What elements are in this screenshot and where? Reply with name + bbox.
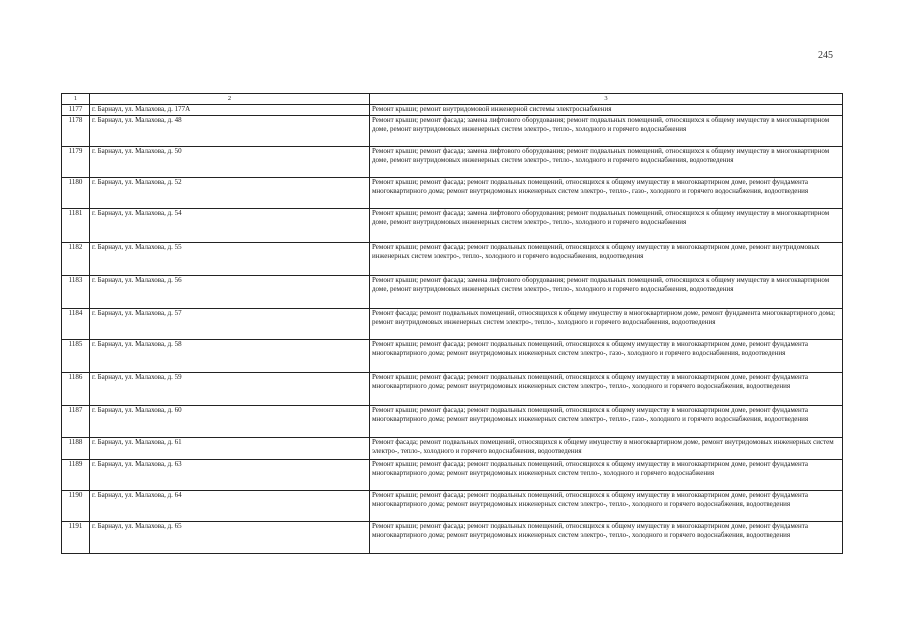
address-cell: г. Барнаул, ул. Малахова, д. 54 <box>90 208 370 242</box>
row-number-cell: 1183 <box>62 275 90 308</box>
table-row <box>62 339 843 372</box>
row-number-cell: 1181 <box>62 208 90 242</box>
repair-registry-table <box>61 93 843 554</box>
table-row <box>62 208 843 242</box>
table-row <box>62 459 843 490</box>
repair-works-cell: Ремонт крыши; ремонт фасада; ремонт подвальных помещений, относящихся к общему имуществу в многоквартирном доме, ремонт фундамента многоквартирного дома; ремонт внутридомовых инженерных систем электро-, газо-, холодного и горячего водоснабжения, водоотведения <box>370 339 843 372</box>
repair-works-cell: Ремонт крыши; ремонт фасада; замена лифтового оборудования; ремонт подвальных помещений, относящихся к общему имуществу в многоквартирном доме, ремонт внутридомовых инженерных систем электро-, тепло-, холодного и горячего водоснабжения <box>370 208 843 242</box>
row-number-cell: 1179 <box>62 146 90 177</box>
address-cell: г. Барнаул, ул. Малахова, д. 57 <box>90 308 370 339</box>
repair-works-cell: Ремонт крыши; ремонт фасада; ремонт подвальных помещений, относящихся к общему имуществу в многоквартирном доме, ремонт фундамента многоквартирного дома; ремонт внутридомовых инженерных систем электро-, тепло-, газо-, холодного и горячего водоснабжения, водоотведения <box>370 177 843 208</box>
row-number-cell: 1185 <box>62 339 90 372</box>
repair-works-cell: Ремонт крыши; ремонт фасада; замена лифтового оборудования; ремонт подвальных помещений, относящихся к общему имуществу в многоквартирном доме, ремонт внутридомовых инженерных систем электро-, тепло-, холодного и горячего водоснабжения, водоотведения <box>370 146 843 177</box>
address-cell: г. Барнаул, ул. Малахова, д. 177А <box>90 104 370 115</box>
address-cell: г. Барнаул, ул. Малахова, д. 50 <box>90 146 370 177</box>
column-header-1: 1 <box>62 94 90 105</box>
repair-works-cell: Ремонт фасада; ремонт подвальных помещений, относящихся к общему имуществу в многоквартирном доме, ремонт фундамента многоквартирного дома; ремонт внутридомовых инженерных систем электро-, тепло-, холодного и горячего водоснабжения, водоотведения <box>370 308 843 339</box>
table-row <box>62 308 843 339</box>
address-cell: г. Барнаул, ул. Малахова, д. 63 <box>90 459 370 490</box>
address-cell: г. Барнаул, ул. Малахова, д. 52 <box>90 177 370 208</box>
address-cell: г. Барнаул, ул. Малахова, д. 61 <box>90 437 370 459</box>
table-row <box>62 490 843 521</box>
table-row <box>62 275 843 308</box>
row-number-cell: 1177 <box>62 104 90 115</box>
table-row <box>62 242 843 275</box>
repair-works-cell: Ремонт крыши; ремонт фасада; ремонт подвальных помещений, относящихся к общему имуществу в многоквартирном доме, ремонт фундамента многоквартирного дома; ремонт внутридомовых инженерных систем электро-, тепло-, холодного и горячего водоснабжения, водоотведения <box>370 521 843 553</box>
address-cell: г. Барнаул, ул. Малахова, д. 56 <box>90 275 370 308</box>
row-number-cell: 1186 <box>62 372 90 405</box>
address-cell: г. Барнаул, ул. Малахова, д. 48 <box>90 115 370 146</box>
table-row <box>62 115 843 146</box>
row-number-cell: 1178 <box>62 115 90 146</box>
table-row <box>62 146 843 177</box>
page-number: 245 <box>818 50 833 61</box>
table-row <box>62 405 843 437</box>
address-cell: г. Барнаул, ул. Малахова, д. 65 <box>90 521 370 553</box>
address-cell: г. Барнаул, ул. Малахова, д. 59 <box>90 372 370 405</box>
table-body <box>62 94 843 554</box>
table-row <box>62 104 843 115</box>
repair-works-cell: Ремонт крыши; ремонт фасада; ремонт подвальных помещений, относящихся к общему имуществу в многоквартирном доме, ремонт фундамента многоквартирного дома; ремонт внутридомовых инженерных систем электро-, тепло-, холодного и горячего водоснабжения, водоотведения <box>370 490 843 521</box>
row-number-cell: 1188 <box>62 437 90 459</box>
repair-works-cell: Ремонт крыши; ремонт внутридомовой инженерной системы электроснабжения <box>370 104 843 115</box>
row-number-cell: 1180 <box>62 177 90 208</box>
address-cell: г. Барнаул, ул. Малахова, д. 58 <box>90 339 370 372</box>
row-number-cell: 1184 <box>62 308 90 339</box>
table-row <box>62 177 843 208</box>
table-row <box>62 437 843 459</box>
table-row <box>62 521 843 553</box>
repair-works-cell: Ремонт крыши; ремонт фасада; ремонт подвальных помещений, относящихся к общему имуществу в многоквартирном доме, ремонт фундамента многоквартирного дома; ремонт внутридомовых инженерных систем тепло-, холодного и горячего водоснабжения <box>370 459 843 490</box>
row-number-cell: 1191 <box>62 521 90 553</box>
row-number-cell: 1187 <box>62 405 90 437</box>
table-row <box>62 372 843 405</box>
repair-works-cell: Ремонт крыши; ремонт фасада; ремонт подвальных помещений, относящихся к общему имуществу в многоквартирном доме, ремонт фундамента многоквартирного дома; ремонт внутридомовых инженерных систем электро-, тепло-, холодного и горячего водоснабжения, водоотведения <box>370 372 843 405</box>
row-number-cell: 1189 <box>62 459 90 490</box>
address-cell: г. Барнаул, ул. Малахова, д. 60 <box>90 405 370 437</box>
repair-works-cell: Ремонт крыши; ремонт фасада; замена лифтового оборудования; ремонт подвальных помещений, относящихся к общему имуществу в многоквартирном доме, ремонт внутридомовых инженерных систем электро-, тепло-, холодного и горячего водоснабжения <box>370 115 843 146</box>
repair-works-cell: Ремонт крыши; ремонт фасада; ремонт подвальных помещений, относящихся к общему имуществу в многоквартирном доме, ремонт внутридомовых инженерных систем электро-, тепло-, холодного и горячего водоснабжения, водоотведения <box>370 242 843 275</box>
column-number-row <box>62 94 843 105</box>
row-number-cell: 1190 <box>62 490 90 521</box>
repair-works-cell: Ремонт крыши; ремонт фасада; ремонт подвальных помещений, относящихся к общему имуществу в многоквартирном доме, ремонт фундамента многоквартирного дома; ремонт внутридомовых инженерных систем электро-, тепло-, газо-, холодного и горячего водоснабжения, водоотведения <box>370 405 843 437</box>
repair-works-cell: Ремонт фасада; ремонт подвальных помещений, относящихся к общему имуществу в многоквартирном доме, ремонт внутридомовых инженерных систем электро-, тепло-, холодного и горячего водоснабжения, водоотведения <box>370 437 843 459</box>
row-number-cell: 1182 <box>62 242 90 275</box>
address-cell: г. Барнаул, ул. Малахова, д. 64 <box>90 490 370 521</box>
column-header-3: 3 <box>370 94 843 105</box>
address-cell: г. Барнаул, ул. Малахова, д. 55 <box>90 242 370 275</box>
column-header-2: 2 <box>90 94 370 105</box>
repair-works-cell: Ремонт крыши; ремонт фасада; замена лифтового оборудования; ремонт подвальных помещений, относящихся к общему имуществу в многоквартирном доме, ремонт внутридомовых инженерных систем электро-, тепло-, холодного и горячего водоснабжения, водоотведения <box>370 275 843 308</box>
